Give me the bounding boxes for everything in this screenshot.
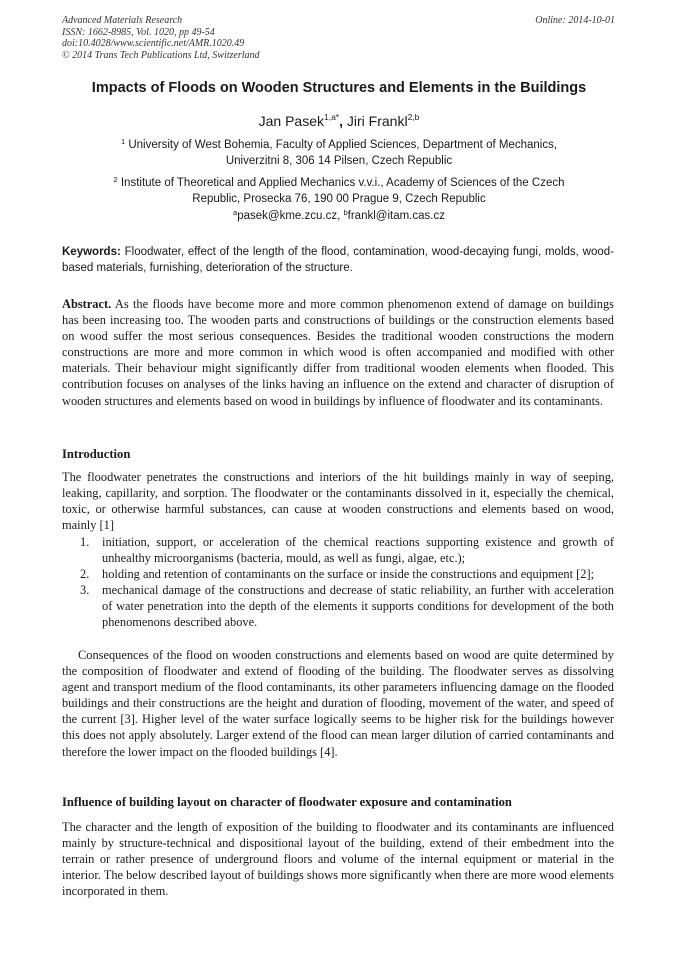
affiliation-number: 1 xyxy=(120,137,126,146)
affiliation-number: 2 xyxy=(113,175,118,184)
list-item-text: holding and retention of contaminants on the surface or inside the constructions and equipment [2]; xyxy=(102,567,595,582)
author-superscript: 1,a* xyxy=(323,112,340,122)
issn-line: ISSN: 1662-8985, Vol. 1020, pp 49-54 xyxy=(62,26,215,38)
list-item-text: initiation, support, or acceleration of the chemical reactions supporting existence and growth of unhealthy microorganisms (bacteria, mould, as well as fungi, algae, etc.); xyxy=(102,535,614,566)
email-line xyxy=(60,209,618,225)
list-item xyxy=(62,534,614,566)
intro-paragraph: The floodwater penetrates the constructions and interiors of the hit buildings mainly in way of seeping, leaking, capillarity, and sorption. The floodwater or the contaminants dissolved in it, especially the chemical, toxic, or otherwise harmful substances, can cause at wooden constructions and elements based on wood, mainly [1] xyxy=(62,470,614,533)
intro-paragraph: Consequences of the flood on wooden constructions and elements based on wood are quite determined by the composition of floodwater and extend of flooding of the building. The floodwater serves as dissolving agent and transport medium of the flood contaminants, its other parameters influencing damage on the flooded buildings and their constructions are the height and duration of flooding, movement of the water, and speed of the current [3]. Higher level of the water surface logically seems to be higher risk for the buildings however this does not apply absolutely. Larger extend of the flood can mean larger dilution of carried contaminants and therefore the lower impact on the flooded buildings [4]. xyxy=(62,648,614,759)
copyright-line: © 2014 Trans Tech Publications Ltd, Switzerland xyxy=(62,49,260,61)
keywords-text: Floodwater, effect of the length of the flood, contamination, wood-decaying fungi, molds, wood-based materials, furnishing, deterioration of the structure. xyxy=(62,246,614,274)
section-heading-introduction: Introduction xyxy=(62,447,131,461)
affiliation-text: Institute of Theoretical and Applied Mechanics v.v.i., Academy of Sciences of the Czech xyxy=(120,177,565,189)
affiliation-text: University of West Bohemia, Faculty of Applied Sciences, Department of Mechanics, xyxy=(128,139,558,151)
email-link[interactable]: frankl@itam.cas.cz xyxy=(347,210,445,222)
author-name: Jiri Frankl xyxy=(346,113,408,129)
affiliation-text: Univerzitni 8, 306 14 Pilsen, Czech Republic xyxy=(225,154,453,167)
online-date: Online: 2014-10-01 xyxy=(535,15,615,26)
author-separator: , xyxy=(339,113,343,129)
abstract-text: As the floods have become more and more common phenomenon extend of damage on buildings has been increasing too. The wooden parts and constructions of buildings or the construction elements based on wood suffer the most serious consequences. Besides the traditional wooden constructions the modern constructions are more and more common in which wood is often accompanied and modified with other materials. Their behaviour might significantly differ from traditional wooden elements when flooded. This contribution focuses on analyses of the links having an influence on the extend and character of disruption of wooden structures and elements based on wood in buildings by influence of floodwater and its contaminants. xyxy=(62,297,614,408)
abstract-block xyxy=(62,296,614,409)
list-item-text: mechanical damage of the constructions and decrease of static reliability, an further with acceleration of water penetration into the depth of the elements it supports conditions for development of the both phenomenons described above. xyxy=(102,583,614,630)
influence-paragraph: The character and the length of exposition of the building to floodwater and its contaminants are influenced mainly by structure-technical and dispositional layout of the building, extend of their embedment into the terrain or rather presence of underground floors and volume of the internal equipment or material in the interior. The below described layout of buildings shows more significantly when there are more wood elements incorporated in them. xyxy=(62,820,614,899)
list-number: 1. xyxy=(80,535,90,549)
affiliation-1 xyxy=(60,138,618,169)
keywords-label: Keywords: xyxy=(62,246,121,258)
journal-header xyxy=(62,15,260,61)
list-number: 2. xyxy=(80,567,90,582)
author-superscript: 2,b xyxy=(407,112,420,122)
email-superscript: b xyxy=(343,208,348,217)
doi-line[interactable]: doi:10.4028/www.scientific.net/AMR.1020.49 xyxy=(62,38,245,49)
affiliation-text: Republic, Prosecka 76, 190 00 Prague 9, Czech Republic xyxy=(192,192,486,205)
keywords-block xyxy=(62,244,614,276)
email-superscript: a xyxy=(233,208,238,217)
affiliation-2 xyxy=(60,176,618,207)
list-item xyxy=(62,582,614,630)
paper-title: Impacts of Floods on Wooden Structures and Elements in the Buildings xyxy=(91,80,587,96)
list-number: 3. xyxy=(80,583,90,598)
abstract-label: Abstract. xyxy=(62,297,112,311)
journal-name: Advanced Materials Research xyxy=(62,15,183,26)
email-link[interactable]: pasek@kme.zcu.cz, xyxy=(237,210,341,222)
intro-list xyxy=(62,534,614,631)
list-item xyxy=(62,566,614,582)
author-line xyxy=(40,113,638,129)
author-name: Jan Pasek xyxy=(258,113,324,129)
section-heading-influence: Influence of building layout on character of floodwater exposure and contamination xyxy=(62,795,512,809)
